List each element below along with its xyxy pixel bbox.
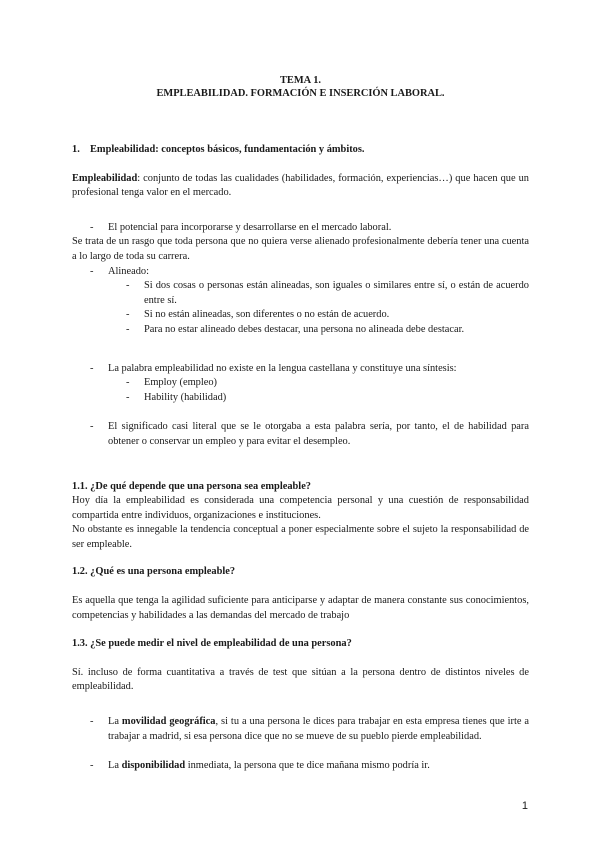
disponibilidad-pre: La — [108, 760, 122, 772]
alineado-item-2: - Si no están alineadas, son diferentes o no están de acuerdo. — [72, 308, 529, 323]
definition-paragraph — [72, 172, 529, 201]
section-1-heading-text: Empleabilidad: conceptos básicos, fundamentación y ámbitos. — [90, 144, 365, 155]
disponibilidad-term: disponibilidad — [121, 760, 186, 772]
title-line-1: TEMA 1. — [280, 75, 321, 86]
disponibilidad-text: inmediata, la persona que te dice mañana mismo podría ir. — [185, 760, 430, 772]
section-1-2-heading: 1.2. ¿Qué es una persona empleable? — [72, 566, 236, 578]
bullet-alineado: - Alineado: — [72, 265, 529, 280]
bullet-palabra: - La palabra empleabilidad no existe en la lengua castellana y constituye una síntesis: — [72, 362, 529, 377]
bullet-disponibilidad — [72, 759, 529, 774]
bullet-potencial: - El potencial para incorporarse y desarrollarse en el mercado laboral. — [72, 221, 529, 236]
section-1-1-paragraph-2: No obstante es innegable la tendencia conceptual a poner especialmente sobre el sujeto la responsabilidad de ser empleable. — [72, 524, 529, 550]
movilidad-term: movilidad geográfica — [121, 716, 216, 728]
title-line-2: EMPLEABILIDAD. FORMACIÓN E INSERCIÓN LABORAL. — [156, 88, 445, 99]
definition-term: Empleabilidad — [72, 172, 138, 184]
section-1-1-paragraph-1: Hoy día la empleabilidad es considerada una competencia personal y una cuestión de responsabilidad compartida entre individuos, organizaciones e instituciones. — [72, 495, 529, 521]
bullet-movilidad — [72, 715, 529, 744]
section-1-1-heading: 1.1. ¿De qué depende que una persona sea empleable? — [72, 480, 311, 492]
document-title — [72, 74, 529, 100]
page-number: 1 — [521, 800, 528, 813]
section-1-3-heading: 1.3. ¿Se puede medir el nivel de empleabilidad de una persona? — [72, 638, 352, 650]
movilidad-text: , si tu a una persona le dices para trabajar en esta empresa tienes que irte a trabajar a madrid, si esa persona dice que no se mueve de su pueblo pierde empleabilidad. — [108, 716, 530, 742]
section-1-number: 1. — [72, 144, 80, 155]
section-1-heading — [72, 143, 529, 158]
alineado-item-3: - Para no estar alineado debes destacar, una persona no alineada debe destacar. — [72, 323, 529, 338]
movilidad-pre: La — [108, 716, 122, 728]
section-1-2-paragraph: Es aquella que tenga la agilidad suficiente para anticiparse y adaptar de manera constante sus conocimientos, competencias y habilidades a las demandas del mercado de trabajo — [72, 595, 529, 621]
definition-text: : conjunto de todas las cualidades (habilidades, formación, experiencias…) que hacen que un profesional tenga valor en el mercado. — [72, 172, 529, 199]
alineado-item-1: - Si dos cosas o personas están alineadas, son iguales o similares entre sí, o están de acuerdo entre sí. — [72, 279, 529, 308]
palabra-item-2: - Hability (habilidad) — [72, 391, 529, 406]
palabra-item-1: - Employ (empleo) — [72, 376, 529, 391]
section-1-3-paragraph: Sí. incluso de forma cuantitativa a través de test que sitúan a la persona dentro de distintos niveles de empleabilidad. — [72, 666, 529, 693]
bullet-significado: - El significado casi literal que se le otorgaba a esta palabra sería, por tanto, el de habilidad para obtener o conservar un empleo y para evitar el desempleo. — [72, 420, 529, 449]
rasgo-paragraph: Se trata de un rasgo que toda persona que no quiera verse alienado profesionalmente debería tener una cuenta a lo largo de toda su carrera. — [72, 236, 529, 262]
page-content — [72, 74, 529, 774]
